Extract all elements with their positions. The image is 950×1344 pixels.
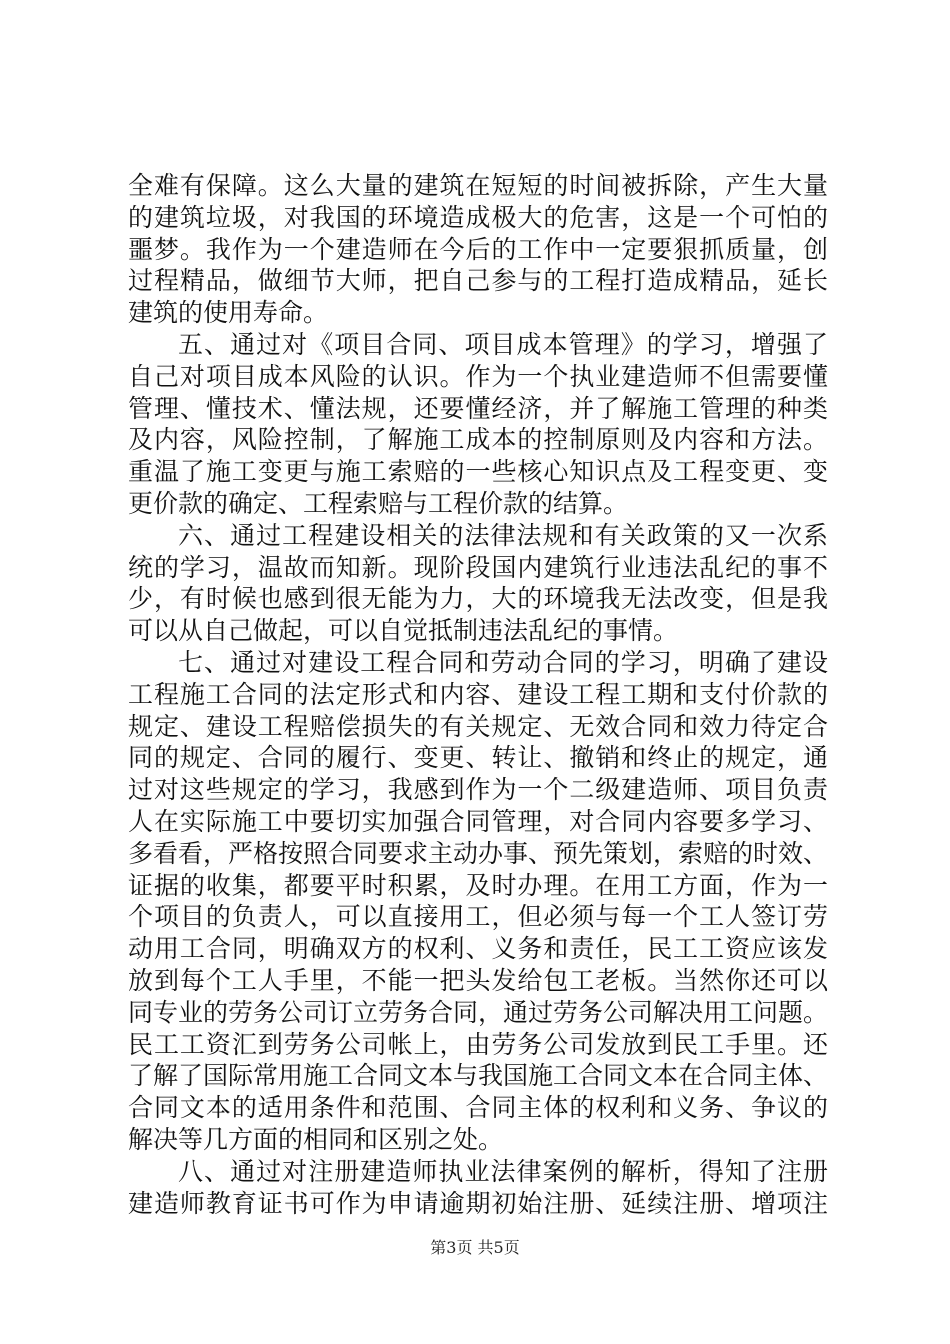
text-line: 放到每个工人手里，不能一把头发给包工老板。当然你还可以: [128, 965, 828, 995]
text-line: 自己对项目成本风险的认识。作为一个执业建造师不但需要懂: [128, 361, 828, 391]
text-line: 过对这些规定的学习，我感到作为一个二级建造师、项目负责: [128, 775, 828, 805]
text-line: 证据的收集，都要平时积累，及时办理。在用工方面，作为一: [128, 870, 828, 900]
text-line: 更价款的确定、工程索赔与工程价款的结算。: [128, 488, 629, 518]
text-line: 及内容，风险控制，了解施工成本的控制原则及内容和方法。: [128, 425, 828, 455]
text-line: 重温了施工变更与施工索赔的一些核心知识点及工程变更、变: [128, 457, 828, 487]
text-line: 七、通过对建设工程合同和劳动合同的学习，明确了建设: [178, 647, 828, 677]
text-line: 噩梦。我作为一个建造师在今后的工作中一定要狠抓质量，创: [128, 234, 828, 264]
text-line: 合同文本的适用条件和范围、合同主体的权利和义务、争议的: [128, 1093, 828, 1123]
text-line: 全难有保障。这么大量的建筑在短短的时间被拆除，产生大量: [128, 171, 828, 200]
text-line: 动用工合同，明确双方的权利、义务和责任，民工工资应该发: [128, 934, 828, 964]
text-line: 了解了国际常用施工合同文本与我国施工合同文本在合同主体、: [128, 1061, 828, 1091]
text-line: 多看看，严格按照合同要求主动办事、预先策划，索赔的时效、: [128, 838, 828, 868]
text-line: 过程精品，做细节大师，把自己参与的工程打造成精品，延长: [128, 266, 828, 296]
text-line: 人在实际施工中要切实加强合同管理，对合同内容要多学习、: [128, 806, 828, 836]
text-line: 管理、懂技术、懂法规，还要懂经济，并了解施工管理的种类: [128, 393, 828, 423]
text-line: 同的规定、合同的履行、变更、转让、撤销和终止的规定，通: [128, 743, 828, 773]
text-line: 可以从自己做起，可以自觉抵制违法乱纪的事情。: [128, 616, 679, 646]
text-line: 同专业的劳务公司订立劳务合同，通过劳务公司解决用工问题。: [128, 997, 828, 1027]
page-number-footer: 第3页 共5页: [430, 1238, 520, 1257]
text-line: 的建筑垃圾，对我国的环境造成极大的危害，这是一个可怕的: [128, 202, 828, 232]
body-text: [128, 170, 828, 1219]
text-line: 建筑的使用寿命。: [128, 298, 329, 328]
text-line: 个项目的负责人，可以直接用工，但必须与每一个工人签订劳: [128, 902, 828, 932]
text-line: 规定、建设工程赔偿损失的有关规定、无效合同和效力待定合: [128, 711, 828, 741]
text-line: 统的学习，温故而知新。现阶段国内建筑行业违法乱纪的事不: [128, 552, 828, 582]
text-line: 工程施工合同的法定形式和内容、建设工程工期和支付价款的: [128, 679, 828, 709]
text-line: 民工工资汇到劳务公司帐上，由劳务公司发放到民工手里。还: [128, 1029, 828, 1059]
text-line: 少，有时候也感到很无能为力，大的环境我无法改变，但是我: [128, 584, 828, 614]
text-line: 六、通过工程建设相关的法律法规和有关政策的又一次系: [178, 520, 828, 550]
text-line: 五、通过对《项目合同、项目成本管理》的学习，增强了: [178, 329, 828, 359]
text-line: 建造师教育证书可作为申请逾期初始注册、延续注册、增项注: [128, 1188, 828, 1218]
text-line: 八、通过对注册建造师执业法律案例的解析，得知了注册: [178, 1156, 828, 1186]
text-line: 解决等几方面的相同和区别之处。: [128, 1124, 504, 1154]
